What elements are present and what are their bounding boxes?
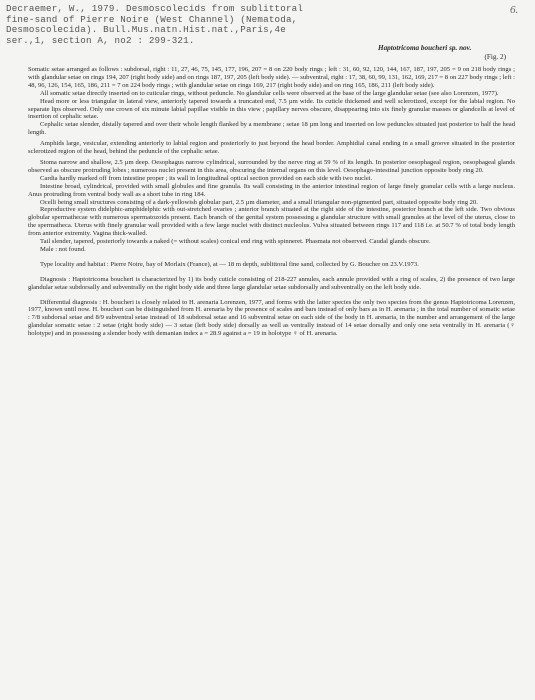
paragraph: Somatic setae arranged as follows : subdorsal, right : 11, 27, 46, 75, 145, 177, 196, 207 = 8 on 220 body rings ; left : 31, 60, 92, 120, 144, 167, 187, 197, 205 = 9 on 218 body rings ; with glandular setae on rings 194, 207 (right body side) and on rings 187, 197, 205 (left body side). — subventral, right : 17, 38, 60, 99, 131, 162, 169, 217 = 8 on 227 body rings ; left : 48, 96, 126, 154, 165, 186, 211 = 7 on 224 body rings ; with glandular setae on rings 169, 217 (right body side) and on ring 165, 186, 211 (left body side). xyxy=(28,66,515,89)
paragraph: Intestine broad, cylindrical, provided with small globules and fine granula. Its wall consisting in the anterior intestinal region of large finely granular cells with a large nucleus. Anus protruding from ventral body wall as a short tube in ring 184. xyxy=(28,182,515,198)
diagnosis-paragraph: Diagnosis : Haptotricoma boucheri is characterized by 1) its body cuticle consisting of 218-227 annules, each annule provided with a ring of scales, 2) the presence of two large glandular setae subdorsally and subventrally on the right body side and three large glandular setae subdorsally and subventrally on the left body side. xyxy=(28,275,515,291)
citation-line: ser.,1, section A, no2 : 299-321. xyxy=(6,34,195,46)
citation-header xyxy=(6,4,461,46)
paragraph: Cardia hardly marked off from intestine proper ; its wall in longitudinal optical section provided on each side with two nuclei. xyxy=(40,174,373,182)
paragraph: Amphids large, vesicular, extending anteriorly to labial region and posteriorly to just beyond the head border. Amphidial canal ending in a small groove situated in the posterior sclerotized region of the head, behind the peduncle of the cephalic setae. xyxy=(28,140,515,156)
paragraph: All somatic setae directly inserted on to cuticular rings, without peduncle. No glandular cells were observed at the base of the large glandular setae (see also Lorenzen, 1977). xyxy=(40,89,499,97)
paragraph: Reproductive system didelphic-amphidelphic with out-stretched ovaries ; anterior branch situated at the right side of the intestine, posterior branch at the left side. Two obvious globular spermathecae with numerous spermatozoids present. Each branch of the genital system possessing a glandular structure with small granules at the level of the uterus, close to the spermatheca. Uterus with finely granular wall provided with a few large nuclei with distinct nucleolus. Vulva situated between rings 117 and 118 i.e. at 50.7 % of total body length from anterior extremity. Vagina thick-walled. xyxy=(28,206,515,238)
paragraph: Ocelli being small structures consisting of a dark-yellowish globular part, 2.5 µm diameter, and a small triangular non-pigmented part, situated opposite body ring 20. xyxy=(40,198,478,206)
paragraph: Tail slender, tapered, posteriorly towards a naked (= without scales) conical end ring with spinneret. Phasmata not observed. Caudal glands obscure. xyxy=(40,238,431,246)
citation-line: fine-sand of Pierre Noire (West Channel) (Nematoda, xyxy=(6,13,298,25)
paragraph: Cephalic setae slender, distally tapered and over their whole length flanked by a membrane ; setae 18 µm long and inserted on low peduncles situated just posterior to half the head length. xyxy=(28,121,515,137)
species-name: Haptotricoma boucheri sp. nov. xyxy=(378,44,472,52)
citation-line: Decraemer, W., 1979. Desmoscolecids from sublittoral xyxy=(6,3,304,14)
paragraph: Head more or less triangular in lateral view, anteriorly tapered towards a truncated end, 7.5 µm wide. Its cuticle thickened and well sclerotized, except for the labial region. No separate lips observed. Only one crown of six minute labial papillae visible in this view ; papillary nerves obscure, disappearing into six finely granular masses or glandcells at level of insertion of cephalic setae. xyxy=(28,97,515,121)
paragraph: Male : not found. xyxy=(40,245,86,253)
species-title xyxy=(378,44,528,62)
paragraph: Stoma narrow and shallow, 2.5 µm deep. Oesophagus narrow cylindrical, surrounded by the nerve ring at 59 % of its length. In posterior oesophageal region, oesophageal glands observed as obscure protruding lobes ; numerous nuclei present in this area, obscuring the internal organs on this level. Oesophago-intestinal junction opposite body ring 20. xyxy=(28,158,515,174)
article-body xyxy=(28,66,515,338)
type-locality-paragraph: Type locality and habitat : Pierre Noire, bay of Morlaix (France), at — 18 m depth, sublittoral fine sand, collected by G. Boucher on 23.V.1973. xyxy=(40,260,419,268)
page-number: 6. xyxy=(510,4,519,16)
figure-reference: (Fig. 2) xyxy=(484,53,506,61)
differential-diagnosis-paragraph: Differential diagnosis : H. boucheri is closely related to H. arenaria Lorenzen, 1977, and forms with the latter species the only two species from the genus Haptotricoma Lorenzen, 1977, known until now. H. boucheri can be distinguished from H. arenaria by the presence of scales and bars instead of only bars as in H. arenaria ; in the total number of somatic setae : 7/8 subdorsal setae and 8/9 subventral setae instead of 18 subdorsal setae and 16 subventral setae on each side of the body in H. arenaria, in the number and arrangement of the large glandular somatic setae : 2 setae (right body side) — 3 setae (left body side) dorsally as well as ventrally instead of 14 setae dorsally and only one seta ventrally in H. arenaria (♀ holotype) and in possessing a slender body with demanian index a = 28.9 against a = 19 in holotype ♀ of H. arenaria. xyxy=(28,298,515,338)
citation-line: Desmoscolecida). Bull.Mus.natn.Hist.nat.,Paris,4e xyxy=(6,24,286,36)
